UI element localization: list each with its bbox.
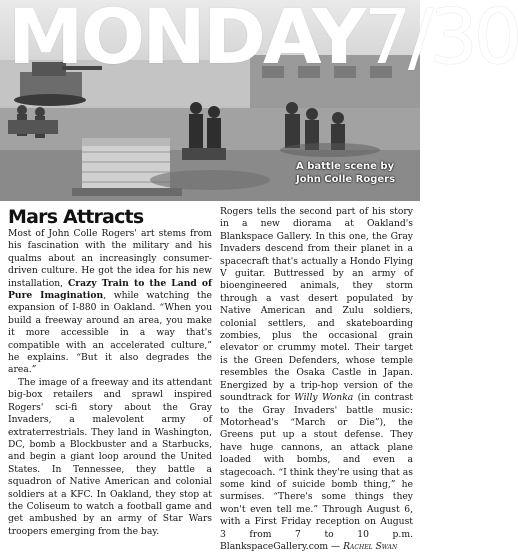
paragraph-text: , while watching the expansion of I-880 in Oakland. “When you build a freeway around an area, you make it more accessible in a way that's compatible with an accelerated culture,” he explains. “But it also degrades the area.”	[8, 290, 212, 376]
article-paragraph	[220, 206, 413, 553]
paragraph-text: Most of John Colle Rogers' art stems from his fascination with the military and his qualms about an increasingly consumer-driven culture. He got the idea for his new installation,	[8, 228, 212, 289]
article-paragraph: The image of a freeway and its attendant big-box retailers and sprawl inspired Rogers' sci-fi story about the Gray Invaders, a malevolent army of extraterrestrials. They land in Washington, DC, bomb a Blockbuster and a Starbucks, and begin a giant loop around the United States. In Tennessee, they battle a squadron of Native American and colonial soldiers at a KFC. In Oakland, they stop at the Coliseum to watch a football game and get ambushed by an army of Star Wars troopers emerging from the bay.	[8, 376, 212, 537]
photo-caption: A battle scene by John Colle Rogers	[296, 161, 396, 185]
article-column-2	[220, 206, 413, 553]
gallery-website: BlankspaceGallery.com	[220, 540, 329, 552]
byline: Rachel Swan	[343, 540, 398, 552]
masthead	[8, 0, 518, 81]
masthead-day: MONDAY	[8, 0, 364, 81]
byline-dash: —	[328, 540, 344, 552]
paragraph-text: Rogers tells the second part of his story in a new diorama at Oakland's Blankspace Gallery. In this one, the Gray Invaders descend from their planet in a spacecraft that's actually a Hondo Flying V guitar. Buttressed by an army of bioengineered animals, they storm through a vast desert populated by Native American and Zulu soldiers, colonial settlers, and skateboarding zombies, plus the occasional grain elevator or crummy motel. Their target is the Green Defenders, whose temple resembles the Osaka Castle in Japan. Energized by a trip-hop version of the soundtrack for	[220, 206, 413, 404]
film-title: Willy Wonka	[294, 392, 354, 404]
article-column-1	[8, 228, 212, 538]
diorama-photo	[0, 0, 518, 201]
installation-title: Crazy Train to the Land of Pure Imagination	[8, 277, 213, 302]
article-headline: Mars Attracts	[8, 206, 144, 228]
masthead-date: 7/30	[363, 0, 518, 81]
article-paragraph	[8, 228, 212, 377]
paragraph-text: (in contrast to the Gray Invaders' battle music: Motorhead's “March or Die”), the Greens put up a stout defense. They have huge cannons, an attack plane loaded with bombs, and even a stagecoach. “I think they're using that as some kind of suicide bomb thing,” he surmises. “There's some things they won't even tell me.” Through August 6, with a First Friday reception on August 3 from 7 to 10 p.m.	[220, 392, 413, 540]
